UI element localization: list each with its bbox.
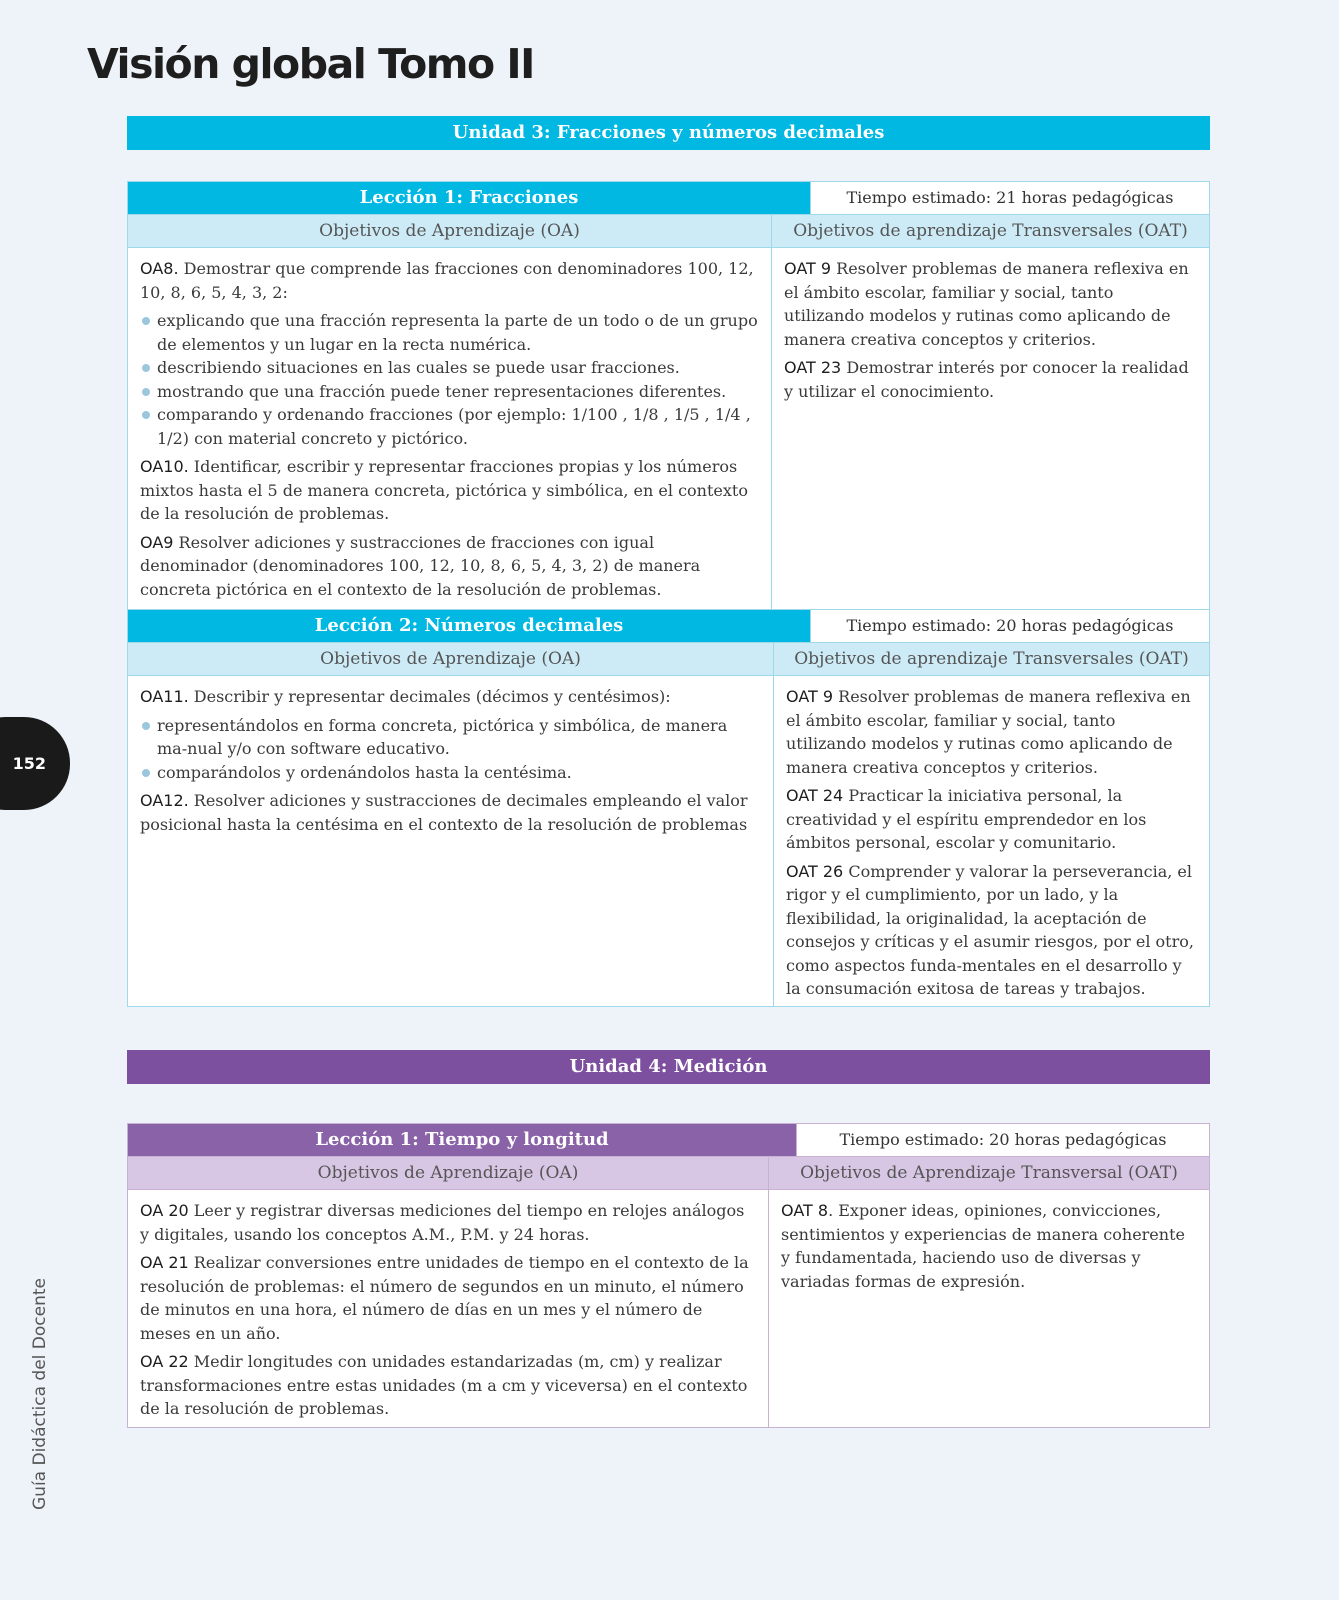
oa-text: Resolver adiciones y sustracciones de decimales empleando el valor posicional hasta la centésima en el contexto de la resolución de problemas bbox=[140, 791, 748, 834]
lesson-title: Lección 1: Tiempo y longitud bbox=[128, 1124, 796, 1156]
lesson-title: Lección 1: Fracciones bbox=[128, 182, 810, 214]
objectives-content-row bbox=[128, 1189, 1209, 1427]
lesson-title: Lección 2: Números decimales bbox=[128, 610, 810, 642]
oat-item bbox=[781, 1199, 1197, 1293]
bullet-item: comparando y ordenando fracciones (por ejemplo: 1/100 , 1/8 , 1/5 , 1/4 , 1/2) con material concreto y pictórico. bbox=[140, 403, 759, 450]
oa-text: Leer y registrar diversas mediciones del tiempo en relojes análogos y digitales, usando los conceptos A.M., P.M. y 24 horas. bbox=[140, 1201, 745, 1244]
oa-item bbox=[140, 789, 761, 836]
oa-text: Realizar conversiones entre unidades de tiempo en el contexto de la resolución de problemas: el número de segundos en un minuto, el número de minutos en una hora, el número de días en un mes y el número de meses en un año. bbox=[140, 1253, 749, 1343]
oat-header: Objetivos de aprendizaje Transversales (OAT) bbox=[774, 643, 1209, 675]
oa-item bbox=[140, 1350, 756, 1421]
time-estimate: Tiempo estimado: 20 horas pedagógicas bbox=[810, 610, 1209, 642]
oa-code: OA10. bbox=[140, 457, 189, 476]
oat-text: Practicar la iniciativa personal, la creatividad y el espíritu emprendedor en los ámbitos personal, escolar y comunitario. bbox=[786, 786, 1147, 852]
oa11-bullet-list bbox=[140, 714, 761, 785]
oat-header: Objetivos de Aprendizaje Transversal (OAT) bbox=[769, 1157, 1209, 1189]
lesson-header-row bbox=[128, 609, 1209, 643]
oa-code: OA8. bbox=[140, 259, 179, 278]
oa8-bullet-list bbox=[140, 309, 759, 450]
oa-code: OA12. bbox=[140, 791, 189, 810]
bullet-item: representándolos en forma concreta, pictórica y simbólica, de manera ma-nual y/o con software educativo. bbox=[140, 714, 761, 761]
objectives-header-row bbox=[128, 215, 1209, 247]
oat-code: OAT 8 bbox=[781, 1201, 829, 1220]
bullet-item: explicando que una fracción representa la parte de un todo o de un grupo de elementos y un lugar en la recta numérica. bbox=[140, 309, 759, 356]
unit-4-lessons-table bbox=[127, 1123, 1210, 1428]
objectives-content-row bbox=[128, 675, 1209, 1006]
objectives-header-row bbox=[128, 1157, 1209, 1189]
oat-code: OAT 24 bbox=[786, 786, 844, 805]
oat-text: Resolver problemas de manera reflexiva en el ámbito escolar, familiar y social, tanto utilizando modelos y rutinas como aplicando de manera creativa conceptos y criterios. bbox=[786, 687, 1191, 777]
oa-text: Identificar, escribir y representar fracciones propias y los números mixtos hasta el 5 de manera concreta, pictórica y simbólica, en el contexto de la resolución de problemas. bbox=[140, 457, 748, 523]
oa-text: Resolver adiciones y sustracciones de fracciones con igual denominador (denominadores 100, 12, 10, 8, 6, 5, 4, 3, 2) de manera concreta pictórica en el contexto de la resolución de problemas. bbox=[140, 532, 701, 599]
oa-list bbox=[128, 1190, 769, 1427]
oa-code: OA 22 bbox=[140, 1352, 189, 1371]
bullet-item: comparándolos y ordenándolos hasta la centésima. bbox=[140, 761, 761, 785]
oa-list bbox=[128, 676, 774, 1006]
oat-text: . Exponer ideas, opiniones, convicciones, sentimientos y experiencias de manera coherente y fundamentada, haciendo uso de diversas y variadas formas de expresión. bbox=[781, 1201, 1185, 1291]
oat-text: Comprender y valorar la perseverancia, el rigor y el cumplimiento, por un lado, y la flexibilidad, la originalidad, la aceptación de consejos y críticas y el asumir riesgos, por el otro, como aspectos funda-mentales en el desarrollo y la consumación exitosa de tareas y trabajos. bbox=[786, 861, 1194, 998]
oa-code: OA9 bbox=[140, 532, 174, 552]
lesson-header-row bbox=[128, 1124, 1209, 1157]
oa-text: Medir longitudes con unidades estandarizadas (m, cm) y realizar transformaciones entre estas unidades (m a cm y viceversa) en el contexto de la resolución de problemas. bbox=[140, 1352, 748, 1418]
oa-text: Describir y representar decimales (décimos y centésimos): bbox=[188, 687, 671, 706]
oat-code: OAT 9 bbox=[784, 259, 832, 278]
oat-list bbox=[774, 676, 1209, 1006]
oa-item bbox=[140, 455, 759, 526]
side-label: Guía Didáctica del Docente bbox=[30, 1278, 50, 1510]
oa-code: OA 21 bbox=[140, 1253, 189, 1272]
oat-text: Demostrar interés por conocer la realidad y utilizar el conocimiento. bbox=[784, 358, 1189, 401]
oa-code: OA11. bbox=[140, 687, 189, 706]
bullet-item: mostrando que una fracción puede tener representaciones diferentes. bbox=[140, 380, 759, 404]
oat-code: OAT 26 bbox=[786, 861, 844, 881]
oa-text: Demostrar que comprende las fracciones con denominadores 100, 12, 10, 8, 6, 5, 4, 3, 2: bbox=[140, 259, 754, 302]
oat-list bbox=[772, 248, 1209, 609]
oa-header: Objetivos de Aprendizaje (OA) bbox=[128, 215, 772, 247]
page-number: 152 bbox=[12, 754, 46, 773]
bullet-item: describiendo situaciones en las cuales se puede usar fracciones. bbox=[140, 356, 759, 380]
oa-item bbox=[140, 685, 761, 709]
time-estimate: Tiempo estimado: 20 horas pedagógicas bbox=[796, 1124, 1209, 1156]
oat-item bbox=[786, 784, 1197, 855]
objectives-header-row bbox=[128, 643, 1209, 675]
oa-item bbox=[140, 531, 759, 602]
oat-item bbox=[784, 257, 1197, 351]
objectives-content-row bbox=[128, 247, 1209, 609]
oat-header: Objetivos de aprendizaje Transversales (OAT) bbox=[772, 215, 1209, 247]
oat-code: OAT 23 bbox=[784, 358, 842, 377]
page-title: Visión global Tomo II bbox=[87, 40, 534, 88]
oa-code: OA 20 bbox=[140, 1201, 189, 1220]
oat-list bbox=[769, 1190, 1209, 1427]
unit-3-lessons-table bbox=[127, 181, 1210, 1007]
oat-code: OAT 9 bbox=[786, 687, 834, 706]
oa-header: Objetivos de Aprendizaje (OA) bbox=[128, 1157, 769, 1189]
oat-item bbox=[786, 685, 1197, 779]
unit-4-header: Unidad 4: Medición bbox=[127, 1050, 1210, 1084]
oat-item bbox=[786, 860, 1197, 1001]
oat-text: Resolver problemas de manera reflexiva en el ámbito escolar, familiar y social, tanto utilizando modelos y rutinas como aplicando de manera creativa conceptos y criterios. bbox=[784, 259, 1189, 349]
oa-item bbox=[140, 1199, 756, 1246]
oat-item bbox=[784, 356, 1197, 403]
oa-item bbox=[140, 1251, 756, 1345]
unit-3-header: Unidad 3: Fracciones y números decimales bbox=[127, 116, 1210, 150]
time-estimate: Tiempo estimado: 21 horas pedagógicas bbox=[810, 182, 1209, 214]
lesson-header-row bbox=[128, 182, 1209, 215]
page-number-tab bbox=[0, 717, 70, 810]
oa-item bbox=[140, 257, 759, 304]
oa-list bbox=[128, 248, 772, 609]
oa-header: Objetivos de Aprendizaje (OA) bbox=[128, 643, 774, 675]
